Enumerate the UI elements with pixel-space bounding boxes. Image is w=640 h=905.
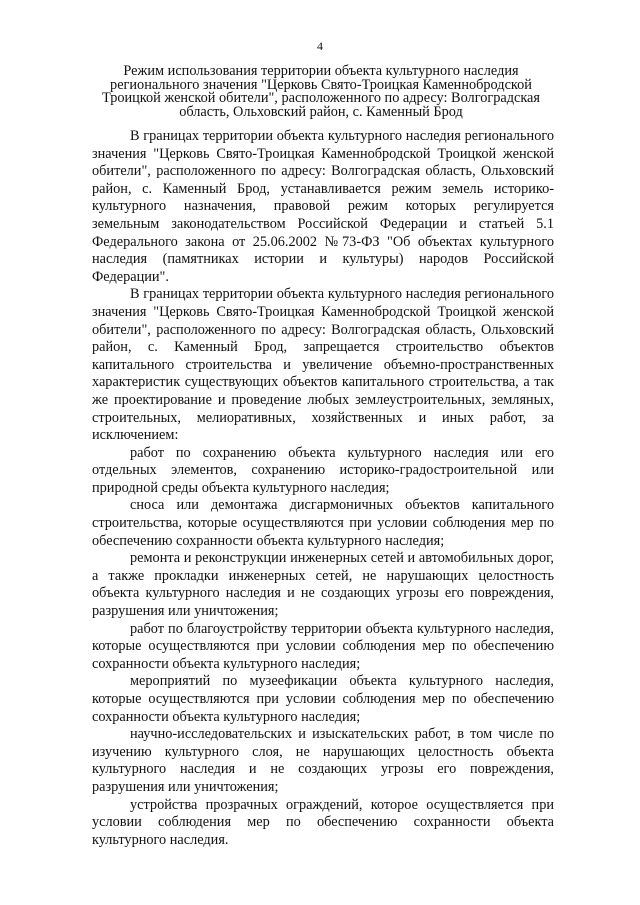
- paragraph: В границах территории объекта культурного наследия регионального значения "Церковь Свято-Троицкая Каменнобродской Троицкой женской обители", расположенного по адресу: Волгоградская область, Ольховский район, с. Каменный Брод, запрещается строительство объектов капитального строительства и увеличение объемно-пространственных характеристик существующих объектов капитального строительства, а так же проектирование и проведение любых землеустроительных, земляных, строительных, мелиоративных, хозяйственных и иных работ, за исключением:: [92, 286, 554, 444]
- paragraph: мероприятий по музеефикации объекта культурного наследия, которые осуществляются при условии соблюдения мер по обеспечению сохранности объекта культурного наследия;: [92, 673, 554, 725]
- paragraph: работ по сохранению объекта культурного наследия или его отдельных элементов, сохранению историко-градостроительной или природной среды объекта культурного наследия;: [92, 444, 554, 496]
- paragraph: устройства прозрачных ограждений, которое осуществляется при условии соблюдения мер по обеспечению сохранности объекта культурного наследия.: [92, 796, 554, 848]
- paragraph: работ по благоустройству территории объекта культурного наследия, которые осуществляются при условии соблюдения мер по обеспечению сохранности объекта культурного наследия;: [92, 620, 554, 672]
- document-title: Режим использования территории объекта культурного наследия регионального значения "Церковь Свято-Троицкая Каменнобродской Троицкой женской обители", расположенного по адресу: Волгоградская область, Ольховский район, с. Каменный Брод: [102, 63, 540, 120]
- paragraph: научно-исследовательских и изыскательских работ, в том числе по изучению культурного слоя, не нарушающих целостность объекта культурного наследия и не создающих угрозы его повреждения, разрушения или уничтожения;: [92, 726, 554, 795]
- paragraph: сноса или демонтажа дисгармоничных объектов капитального строительства, которые осуществляются при условии соблюдения мер по обеспечению сохранности объекта культурного наследия;: [92, 497, 554, 549]
- paragraph: ремонта и реконструкции инженерных сетей и автомобильных дорог, а также прокладки инженерных сетей, не нарушающих целостность объекта культурного наследия и не создающих угрозы его повреждения, разрушения или уничтожения;: [92, 550, 554, 620]
- paragraph: В границах территории объекта культурного наследия регионального значения "Церковь Свято-Троицкая Каменнобродской Троицкой женской обители", расположенного по адресу: Волгоградская область, Ольховский район, с. Каменный Брод, устанавливается режим земель историко-культурного назначения, правовой режим которых регулируется земельным законодательством Российской Федерации и статьей 5.1 Федерального закона от 25.06.2002 №73-ФЗ "Об объектах культурного наследия (памятниках истории и культуры) народов Российской Федерации".: [92, 128, 554, 285]
- page-number: 4: [317, 39, 323, 53]
- document-body: [92, 128, 554, 849]
